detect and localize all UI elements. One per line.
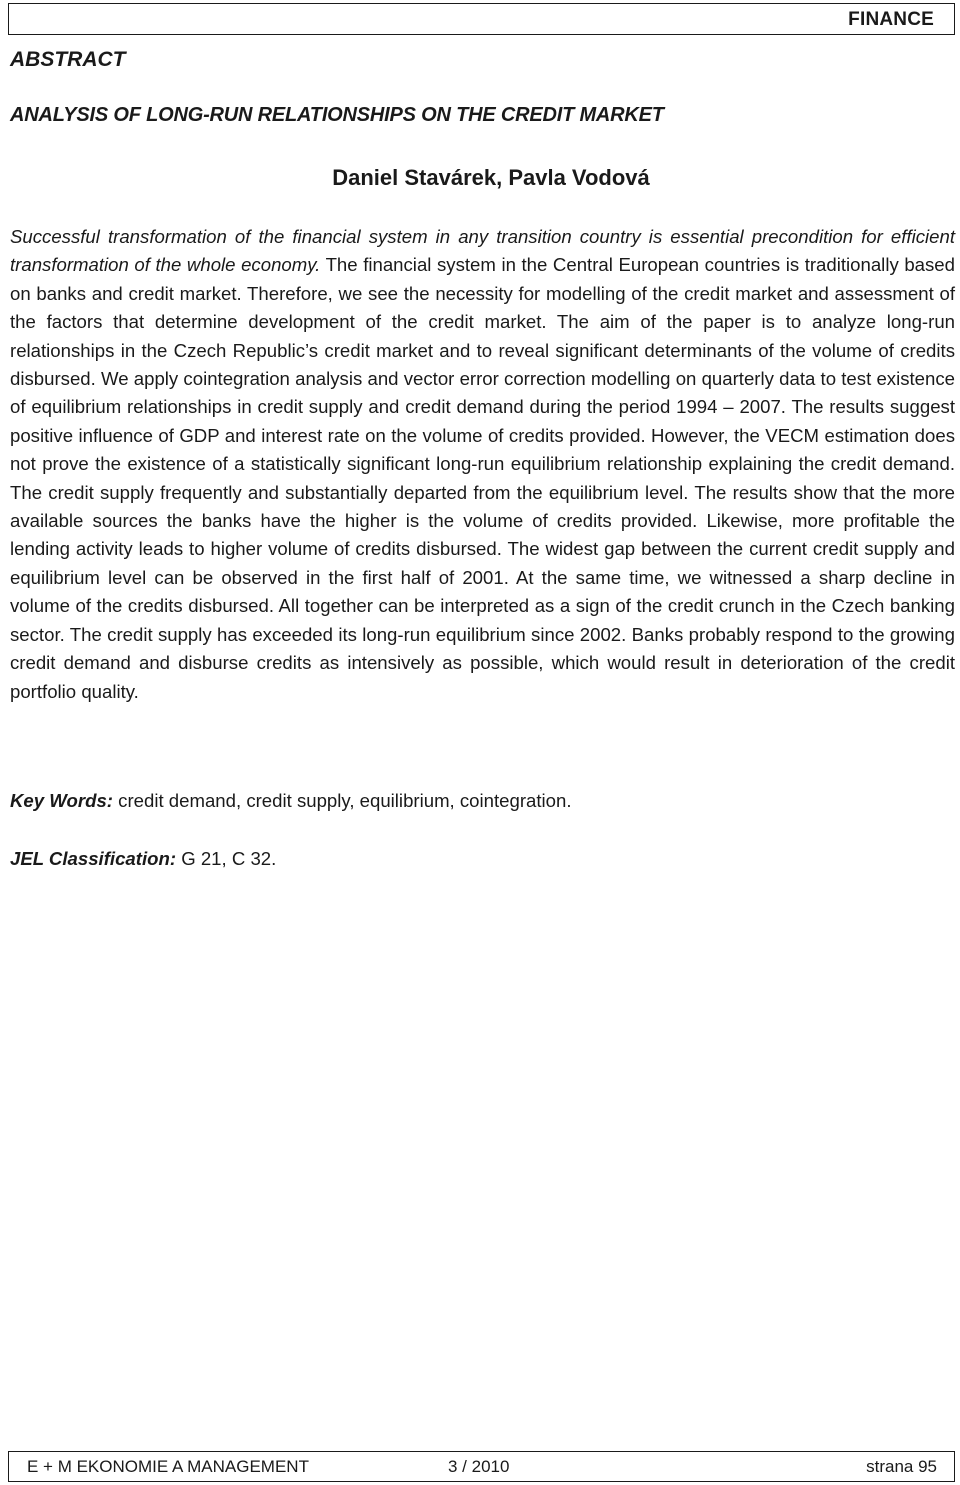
footer-box — [8, 1451, 955, 1482]
abstract-rest: The financial system in the Central European countries is traditionally based on banks and credit market. Therefore, we see the necessity for modelling of the credit market and assessment of the factors that determine development of the credit market. The aim of the paper is to analyze long-run relationships in the Czech Republic’s credit market and to reveal significant determinants of the volume of credits disbursed. We apply cointegration analysis and vector error correction modelling on quarterly data to test existence of equilibrium relationships in credit supply and credit demand during the period 1994 – 2007. The results suggest positive influence of GDP and interest rate on the volume of credits provided. However, the VECM estimation does not prove the existence of a statistically significant long-run equilibrium relationship explaining the credit demand. The credit supply frequently and substantially departed from the equilibrium level. The results show that the more available sources the banks have the higher is the volume of credits provided. Likewise, more profitable the lending activity leads to higher volume of credits disbursed. The widest gap between the current credit supply and equilibrium level can be observed in the first half of 2001. At the same time, we witnessed a sharp decline in volume of the credits disbursed. All together can be interpreted as a sign of the credit crunch in the Czech banking sector. The credit supply has exceeded its long-run equilibrium since 2002. Banks probably respond to the growing credit demand and disburse credits as intensively as possible, which would result in deterioration of the credit portfolio quality. — [10, 254, 955, 702]
jel-label: JEL Classification: — [10, 848, 177, 869]
paper-title: ANALYSIS OF LONG-RUN RELATIONSHIPS ON THE CREDIT MARKET — [10, 104, 664, 126]
section-label: FINANCE — [848, 9, 934, 30]
header-box — [8, 3, 955, 35]
abstract-body — [10, 223, 955, 706]
jel-classification — [10, 848, 276, 870]
abstract-first-sentence: Successful transformation of the financial system in any transition country is essential precondition for efficient transformation of the whole economy. — [10, 226, 955, 276]
issue-number: 3 / 2010 — [448, 1457, 510, 1476]
page-number: strana 95 — [866, 1457, 937, 1476]
keywords-label: Key Words: — [10, 790, 113, 811]
journal-name: E + M EKONOMIE A MANAGEMENT — [27, 1457, 309, 1476]
abstract-heading: ABSTRACT — [10, 48, 126, 71]
keywords-value: credit demand, credit supply, equilibrium, cointegration. — [118, 790, 572, 811]
keywords — [10, 790, 572, 812]
authors: Daniel Stavárek, Pavla Vodová — [332, 165, 650, 190]
jel-value: G 21, C 32. — [181, 848, 277, 869]
